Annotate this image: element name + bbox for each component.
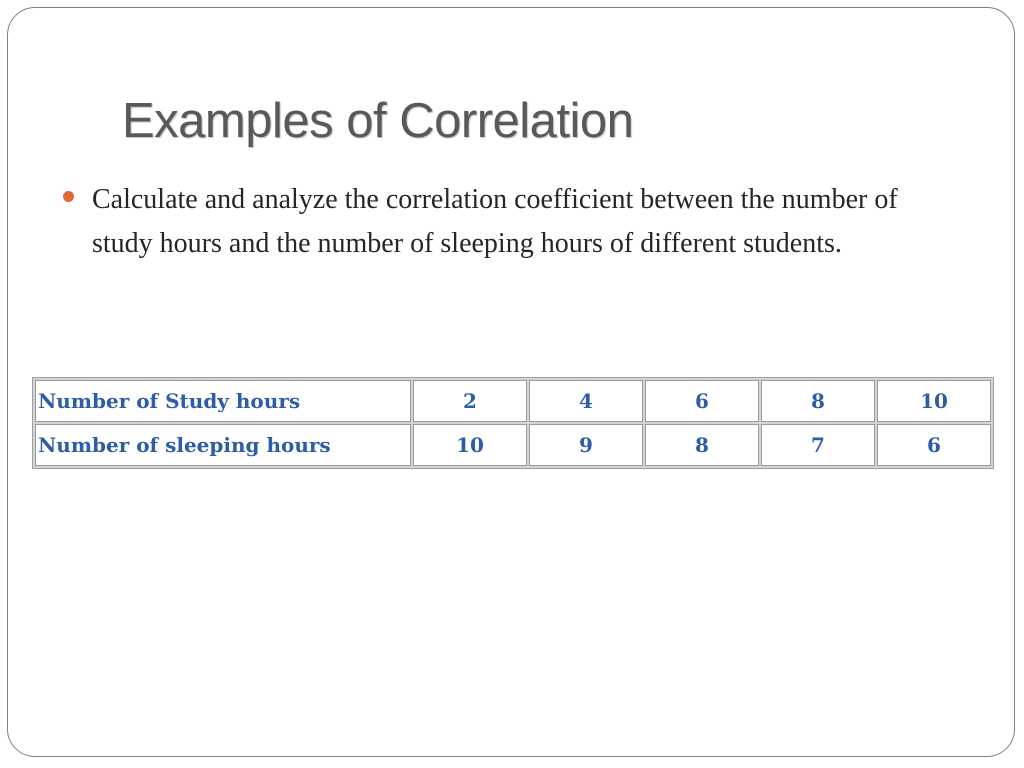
table-cell: 4	[529, 380, 643, 422]
bullet-list	[60, 178, 940, 266]
data-table	[32, 377, 994, 469]
slide-title: Examples of Correlation	[122, 94, 634, 148]
table-cell: 8	[761, 380, 875, 422]
table-cell: 6	[645, 380, 759, 422]
table-row-sleeping-hours	[35, 424, 991, 466]
row-label: Number of sleeping hours	[35, 424, 411, 466]
bullet-dot-icon	[63, 191, 74, 202]
table-cell: 2	[413, 380, 527, 422]
table-cell: 6	[877, 424, 991, 466]
bullet-text: Calculate and analyze the correlation coefficient between the number of study hours and the number of sleeping hours of different students.	[92, 184, 898, 259]
table-row-study-hours	[35, 380, 991, 422]
row-label: Number of Study hours	[35, 380, 411, 422]
table-cell: 10	[413, 424, 527, 466]
table-cell: 9	[529, 424, 643, 466]
table-cell: 7	[761, 424, 875, 466]
table-cell: 10	[877, 380, 991, 422]
table-cell: 8	[645, 424, 759, 466]
bullet-item	[60, 178, 940, 266]
